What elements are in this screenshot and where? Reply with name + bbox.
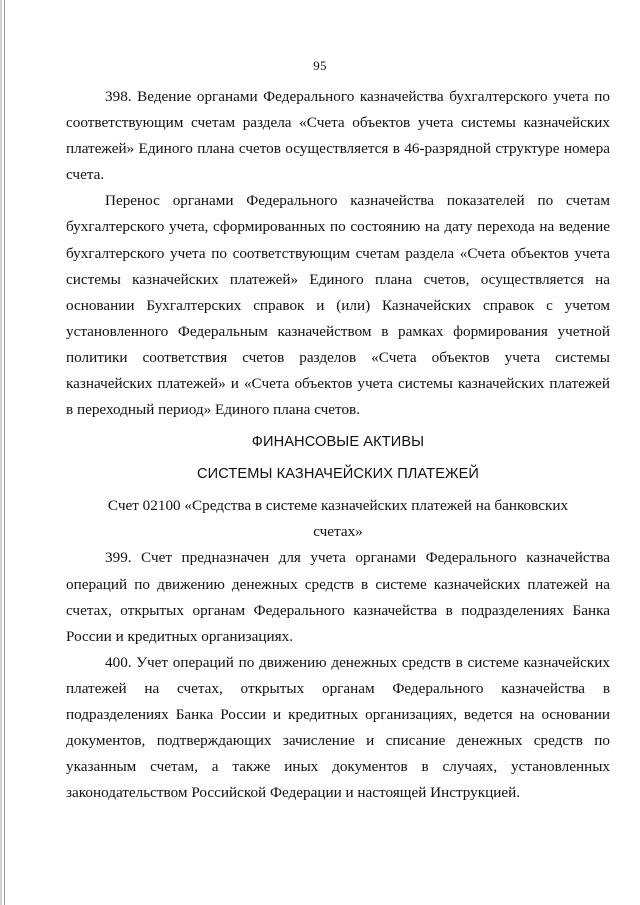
scan-edge-line [4,0,5,905]
account-heading: Счет 02100 «Средства в системе казначейских платежей на банковских счетах» [107,497,569,541]
paragraph-400: 400. Учет операций по движению денежных средств в системе казначейских платежей на счетах, открытых органам Федерального казначейства в подразделениях Банка России и кредитных организациях, ведется на основании документов, подтверждающих зачисление и списание денежных средств по указанным счетам, а также иных документов в случаях, установленных законодательством Российской Федерации и настоящей Инструкцией. [66,653,610,802]
paragraph-399: 399. Счет предназначен для учета органами Федерального казначейства операций по движению денежных средств в системе казначейских платежей на счетах, открытых органам Федерального казначейства в подразделениях Банка России и кредитных организациях. [66,549,610,645]
page-number: 95 [313,58,327,73]
document-body [66,84,610,806]
paragraph-transfer: Перенос органами Федерального казначейства показателей по счетам бухгалтерского учета, сформированных по состоянию на дату перехода на ведение бухгалтерского учета по соответствующим счетам раздела «Счета объектов учета системы казначейских платежей» Единого плана счетов, осуществляется на основании Бухгалтерских справок и (или) Казначейских справок с учетом установленного Федеральным казначейством в рамках формирования учетной политики соответствия счетов разделов «Счета объектов учета системы казначейских платежей» и «Счета объектов учета системы казначейских платежей в переходный период» Единого плана счетов. [66,192,610,419]
paragraph-398: 398. Ведение органами Федерального казначейства бухгалтерского учета по соответствующим счетам раздела «Счета объектов учета системы казначейских платежей» Единого плана счетов осуществляется в 46-разрядной структуре номера счета. [66,88,610,184]
scan-edge-shadow [0,0,2,905]
section-heading-line-2: СИСТЕМЫ КАЗНАЧЕЙСКИХ ПЛАТЕЖЕЙ [196,466,480,483]
section-heading-line-1: ФИНАНСОВЫЕ АКТИВЫ [251,434,425,451]
